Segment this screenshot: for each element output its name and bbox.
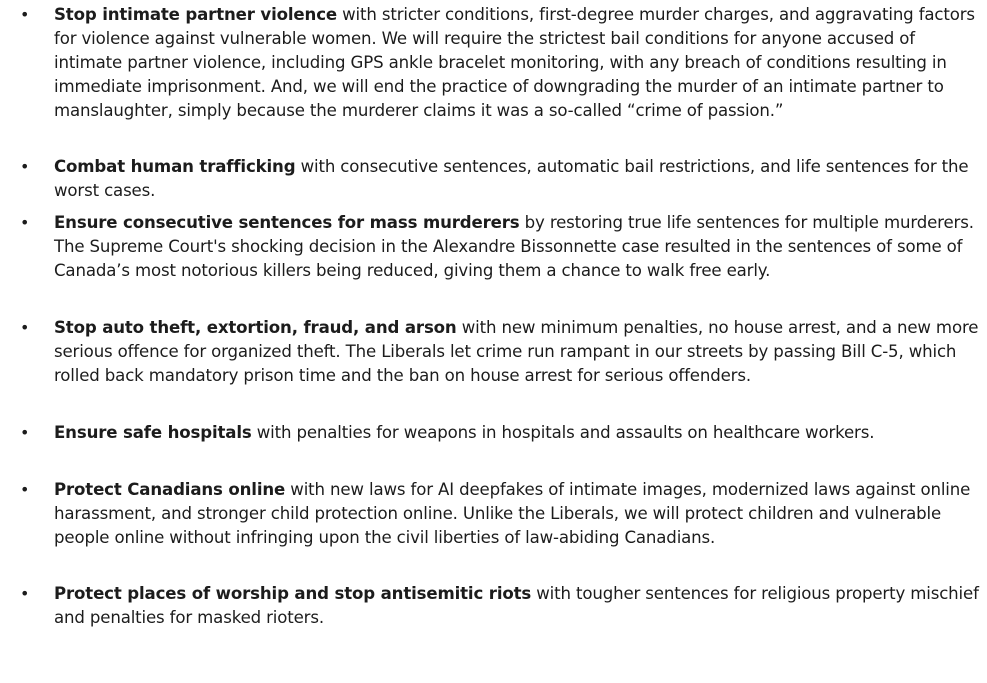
bullet-marker: •: [20, 157, 30, 176]
list-item-lead: Ensure safe hospitals: [54, 423, 252, 442]
list-item-body: with new minimum penalties, no house arrest, and a new more serious offence for organized theft. The Liberals let crime run rampant in our streets by passing Bill C-5, which rolled back mandatory prison time and the ban on house arrest for serious offenders.: [54, 318, 979, 385]
list-item-body: with new laws for AI deepfakes of intimate images, modernized laws against online harassment, and stronger child protection online. Unlike the Liberals, we will protect children and vulnerable people online without infringing upon the civil liberties of law-abiding Canadians.: [54, 480, 971, 547]
bullet-marker: •: [20, 213, 30, 232]
bullet-marker: •: [20, 5, 30, 24]
list-item-lead: Protect places of worship and stop antisemitic riots: [54, 584, 532, 603]
list-item-lead: Combat human trafficking: [54, 157, 296, 176]
list-item-text: [54, 211, 984, 283]
list-item-body: with tougher sentences for religious property mischief and penalties for masked rioters.: [54, 584, 979, 627]
bullet-marker: •: [20, 584, 30, 603]
list-item-lead: Ensure consecutive sentences for mass murderers: [54, 213, 520, 232]
list-item-text: [54, 316, 984, 388]
bullet-marker: •: [20, 318, 30, 337]
list-item-body: by restoring true life sentences for multiple murderers. The Supreme Court's shocking decision in the Alexandre Bissonnette case resulted in the sentences of some of Canada’s most notorious killers being reduced, giving them a chance to walk free early.: [54, 213, 974, 280]
list-item-body: with stricter conditions, first-degree murder charges, and aggravating factors for violence against vulnerable women. We will require the strictest bail conditions for anyone accused of intimate partner violence, including GPS ankle bracelet monitoring, with any breach of conditions resulting in immediate imprisonment. And, we will end the practice of downgrading the murder of an intimate partner to manslaughter, simply because the murderer claims it was a so-called “crime of passion.”: [54, 5, 975, 120]
list-item-text: [54, 478, 984, 550]
list-item-text: [54, 421, 984, 445]
bullet-marker: •: [20, 480, 30, 499]
list-item-text: [54, 582, 984, 630]
list-item-body: with penalties for weapons in hospitals and assaults on healthcare workers.: [251, 423, 875, 442]
list-item-lead: Stop intimate partner violence: [54, 5, 337, 24]
bullet-marker: •: [20, 423, 30, 442]
list-item-text: [54, 3, 984, 123]
list-item-body: with consecutive sentences, automatic bail restrictions, and life sentences for the worst cases.: [54, 157, 969, 200]
list-item-lead: Stop auto theft, extortion, fraud, and arson: [54, 318, 457, 337]
list-item-lead: Protect Canadians online: [54, 480, 286, 499]
list-item-text: [54, 155, 984, 203]
